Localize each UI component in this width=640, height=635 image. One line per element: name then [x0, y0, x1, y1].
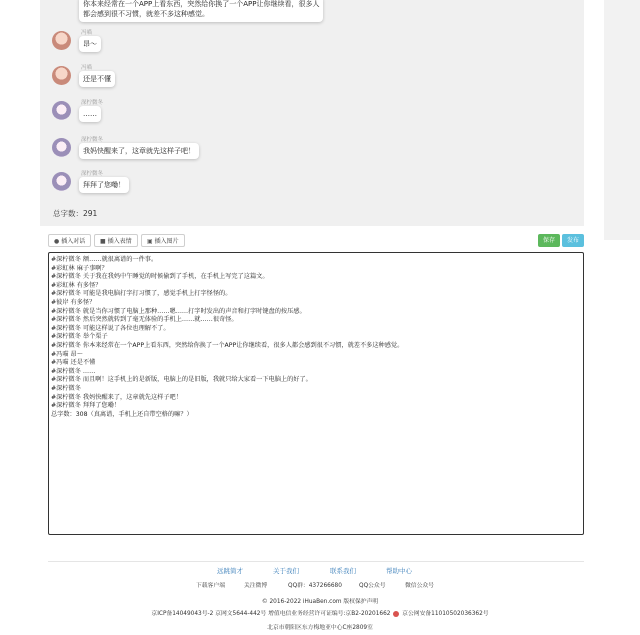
footer-qq-group: QQ群：437266680: [288, 583, 342, 589]
insert-dialog-button[interactable]: [48, 234, 91, 247]
footer-license-row: [0, 608, 640, 617]
chat-bubble-line: 都会感到很不习惯，就差不多这种感觉。: [83, 10, 209, 18]
editor-line: #彩虹林 有多怪？: [51, 281, 102, 289]
insert-emoji-label: 插入表情: [107, 238, 132, 245]
chat-sender: 冯喵: [81, 30, 93, 36]
editor-line: #深柠微冬 ……: [51, 367, 96, 375]
chat-word-count: 总字数：291: [53, 209, 98, 218]
footer-link-jump[interactable]: 远跳简才: [217, 567, 243, 575]
chat-bubble: 我妈快醒来了，这章就先这样子吧！: [79, 143, 199, 159]
editor-line: #深柠微冬 然后突然就转到了毫无体验的手机上……就……很奇怪。: [51, 316, 238, 324]
chat-sender: 深柠微冬: [81, 100, 104, 106]
chat-bubble: 还是不懂: [79, 71, 115, 87]
editor-line: #深柠微冬 而且啊！这手机上的是新版，电脑上的是旧版，我就只给大家看一下电脑上的好了。: [51, 376, 312, 384]
editor-line: #深柠微冬 关于我在我妈中午睡觉的时候偷到了手机，在手机上写完了这篇文。: [51, 273, 269, 281]
chat-bubble: [79, 0, 323, 22]
editor-line: #彼岸 有多怪？: [51, 298, 96, 306]
doll-avatar: [52, 101, 71, 120]
right-gutter: [604, 0, 640, 240]
chat-sender: 深柠微冬: [81, 137, 104, 143]
editor-line: #冯喵 昂～: [51, 350, 83, 358]
chat-bubble: 拜拜了您嘞！: [79, 177, 129, 193]
editor-line: #深柠微冬: [51, 384, 81, 392]
editor-line: #深柠微冬 可能是我电脑打字打习惯了，感觉手机上打字怪怪的。: [51, 290, 232, 298]
chat-bubble-line: 你本来经常在一个APP上看东西，突然给你换了一个APP让你继续看，很多人: [83, 0, 320, 8]
footer-link-about[interactable]: 关于我们: [273, 567, 299, 575]
chat-preview-panel: [40, 0, 584, 226]
content-editor[interactable]: [48, 252, 584, 535]
chat-sender: 冯喵: [81, 65, 93, 71]
chat-bubble: ……: [79, 106, 101, 122]
chat-sender: 深柠微冬: [81, 171, 104, 177]
editor-line: #深柠微冬 我妈快醒来了，这章就先这样子吧！: [51, 393, 182, 401]
insert-image-label: 插入图片: [154, 238, 179, 245]
footer-copyright: © 2016-2022 iHuaBen.com 版权保护声明: [261, 599, 379, 605]
image-icon: ▣: [147, 238, 153, 245]
editor-line: #深柠微冬 你本来经常在一个APP上看东西，突然给你换了一个APP让你继续看，很多人都会感到很不习惯，就差不多这种感觉。: [51, 341, 404, 349]
insert-dialog-label: 插入对话: [61, 238, 86, 245]
footer-wechat-account[interactable]: 微信公众号: [405, 583, 434, 589]
footer-link-contact[interactable]: 联系我们: [330, 567, 356, 575]
cat-avatar: [52, 66, 71, 85]
footer-link-help[interactable]: 帮助中心: [386, 567, 412, 575]
chat-bubble-icon: ●: [54, 238, 60, 245]
editor-line: #深柠微冬 举个栗子: [51, 333, 108, 341]
footer-download-client[interactable]: 下载客户端: [196, 583, 225, 589]
insert-emoji-button[interactable]: [94, 234, 138, 247]
editor-line: #深柠微冬 就是当你习惯了电脑上那种……嗯……打字时发出的声音和打字时键盘的按压感。: [51, 307, 306, 315]
editor-line: #深柠微冬 拜拜了您嘞！: [51, 402, 121, 410]
save-button[interactable]: 保存: [538, 234, 560, 247]
emoji-icon: ■: [100, 238, 106, 245]
editor-line: 总字数：308（真离谱，手机上还自带空格的嘛？）: [51, 410, 193, 418]
footer-qq-account[interactable]: QQ公众号: [359, 583, 386, 589]
chat-bubble: 昂～: [79, 36, 101, 52]
doll-avatar: [52, 138, 71, 157]
footer-address: 北京市朝阳区东方梅地亚中心C座2809室: [267, 625, 373, 631]
footer-divider: [48, 561, 584, 562]
cat-avatar: [52, 31, 71, 50]
doll-avatar: [52, 172, 71, 191]
publish-button[interactable]: 发布: [562, 234, 584, 247]
police-badge-icon: [393, 611, 399, 617]
editor-line: #深柠微冬 额……就很离谱的一件事。: [51, 256, 158, 263]
editor-line: #冯喵 还是不懂: [51, 359, 96, 367]
footer-license: 京ICP备14049043号-2 京网文5644-442号 增值电信业务经营许可证编号:京B2-20201662: [151, 611, 391, 617]
footer-follow-weibo[interactable]: 关注微博: [244, 583, 268, 589]
editor-line: #彩虹林 麻子事啊？: [51, 264, 108, 272]
footer-police: 京公网安备11010502036362号: [402, 611, 489, 617]
insert-image-button[interactable]: [141, 234, 185, 247]
editor-line: #深柠微冬 可能这样说了各位也理解不了。: [51, 324, 170, 332]
